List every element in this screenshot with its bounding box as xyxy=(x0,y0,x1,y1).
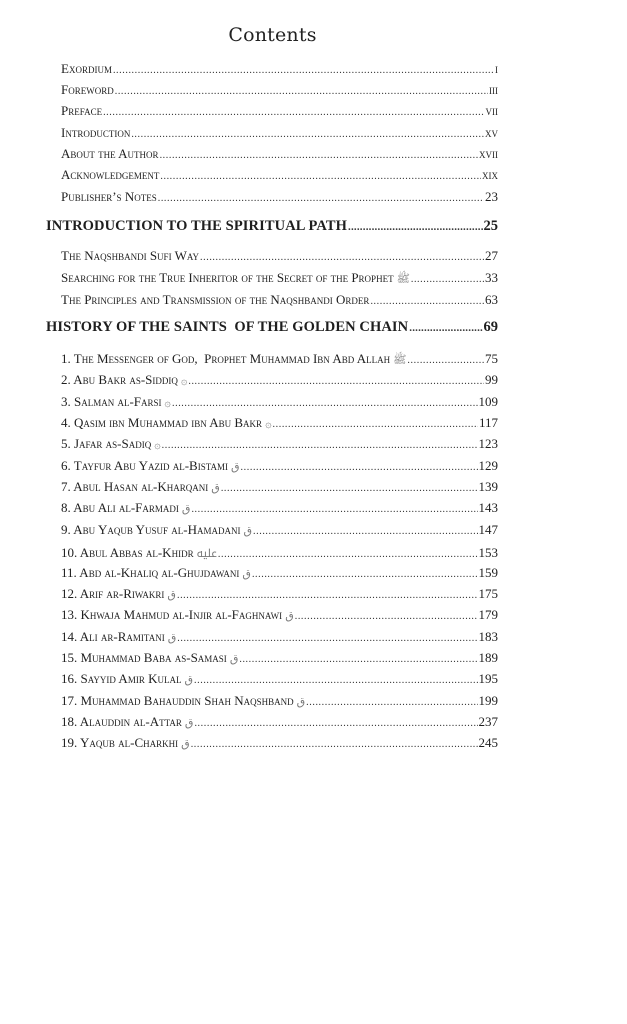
entry-label: 14. Ali ar-Ramitani xyxy=(61,628,165,644)
page-number: 245 xyxy=(478,735,498,751)
dot-leader xyxy=(177,633,477,644)
dot-leader xyxy=(188,376,484,387)
part-heading: INTRODUCTION TO THE SPIRITUAL PATH xyxy=(46,218,347,234)
page-number: i xyxy=(495,61,498,76)
toc-entry-sub[interactable] xyxy=(61,292,498,308)
honorific-icon: ۞ xyxy=(180,374,188,388)
entry-label: 15. Muhammad Baba as-Samasi xyxy=(61,649,227,665)
part-heading: HISTORY OF THE SAINTS OF THE GOLDEN CHAIN xyxy=(46,319,409,335)
toc-entry-foreword[interactable] xyxy=(61,82,498,98)
page-number: 33 xyxy=(485,270,498,285)
dot-leader xyxy=(160,150,478,161)
page-number: 109 xyxy=(478,393,498,409)
entry-label: 4. Qasim ibn Muhammad ibn Abu Bakr xyxy=(61,415,263,431)
entry-label: 5. Jafar as-Sadiq xyxy=(61,436,152,452)
entry-label: About the Author xyxy=(61,146,159,161)
toc-entry-publishers-notes[interactable] xyxy=(61,189,498,205)
page-number: 183 xyxy=(478,628,498,644)
toc-entry-saint[interactable] xyxy=(61,650,498,666)
dot-leader xyxy=(409,322,482,334)
toc-entry-saint[interactable] xyxy=(61,543,498,564)
toc-entry-introduction[interactable] xyxy=(61,125,498,141)
dot-leader xyxy=(239,654,477,665)
page-number: 237 xyxy=(478,713,498,729)
entry-label: 18. Alauddin al-Attar xyxy=(61,713,182,729)
honorific-icon: ق xyxy=(181,737,190,751)
page-number: 23 xyxy=(485,189,498,204)
entry-label: Publisher’s Notes xyxy=(61,189,157,204)
page-number: 25 xyxy=(483,218,498,234)
page-number: iii xyxy=(489,82,498,97)
entry-label: 17. Muhammad Bahauddin Shah Naqshband xyxy=(61,692,294,708)
page-number: 75 xyxy=(485,351,498,366)
honorific-icon: ق xyxy=(296,694,306,708)
dot-leader xyxy=(273,419,478,430)
entry-label: The Naqshbandi Sufi Way xyxy=(61,248,200,263)
dot-leader xyxy=(306,697,477,708)
entry-label: 3. Salman al-Farsi xyxy=(61,393,162,409)
toc-entry-saint[interactable] xyxy=(61,500,498,516)
page-number: 123 xyxy=(478,436,498,452)
page-number: 143 xyxy=(478,500,498,516)
toc-entry-saint[interactable] xyxy=(61,522,498,538)
dot-leader xyxy=(177,590,478,601)
toc-entry-saint[interactable] xyxy=(61,607,498,623)
entry-label: 1. The Messenger of God, Prophet Muhammad Ibn Abd Allah xyxy=(61,351,391,366)
page-number: 117 xyxy=(478,415,498,431)
dot-leader xyxy=(158,193,484,204)
honorific-icon: ق xyxy=(181,502,191,516)
toc-entry-sub[interactable] xyxy=(61,248,498,264)
toc-entry-preface[interactable] xyxy=(61,103,498,119)
page-number: 99 xyxy=(485,372,498,388)
entry-label: 6. Tayfur Abu Yazid al-Bistami xyxy=(61,457,228,473)
dot-leader xyxy=(191,739,478,750)
entry-label: 10. Abul Abbas al-Khidr xyxy=(61,545,194,561)
dot-leader xyxy=(411,274,484,285)
toc-entry-saint[interactable] xyxy=(61,586,498,602)
toc-entry-saint[interactable] xyxy=(61,458,498,474)
entry-label: Acknowledgement xyxy=(61,167,160,182)
dot-leader xyxy=(407,355,484,366)
honorific-icon: ق xyxy=(231,459,240,473)
honorific-icon: ﷺ xyxy=(396,272,410,285)
honorific-icon: ق xyxy=(167,630,177,644)
honorific-icon: ق xyxy=(184,673,194,687)
dot-leader xyxy=(253,526,477,537)
page-number: 27 xyxy=(485,248,498,263)
page-number: 129 xyxy=(478,457,498,473)
honorific-icon: ق xyxy=(167,587,176,601)
dot-leader xyxy=(113,65,494,76)
dot-leader xyxy=(200,252,484,263)
page-number: xix xyxy=(482,167,498,182)
page-number: 179 xyxy=(478,607,498,623)
entry-label: 16. Sayyid Amir Kulal xyxy=(61,671,182,687)
toc-entry-exordium[interactable] xyxy=(61,61,498,77)
toc-entry-acknowledgement[interactable] xyxy=(61,167,498,183)
entry-label: 2. Abu Bakr as-Siddiq xyxy=(61,372,178,388)
entry-label: Preface xyxy=(61,103,103,118)
toc-entry-saint[interactable] xyxy=(61,735,498,751)
toc-entry-saint[interactable] xyxy=(61,565,498,581)
entry-label: 7. Abul Hasan al-Kharqani xyxy=(61,479,209,495)
toc-part-heading-2[interactable] xyxy=(46,319,498,336)
page-number: xv xyxy=(485,125,498,140)
entry-label: Foreword xyxy=(61,82,114,97)
dot-leader xyxy=(348,221,483,233)
honorific-icon: ق xyxy=(211,481,220,495)
dot-leader xyxy=(252,569,478,580)
dot-leader xyxy=(295,611,478,622)
entry-label: Searching for the True Inheritor of the Secret of the Prophet xyxy=(61,270,394,285)
honorific-icon: ق xyxy=(184,715,194,729)
entry-label: Exordium xyxy=(61,61,112,76)
toc-entry-saint[interactable] xyxy=(61,372,498,388)
entry-label: 9. Abu Yaqub Yusuf al-Hamadani xyxy=(61,521,241,537)
dot-leader xyxy=(241,462,478,473)
toc-entry-saint[interactable] xyxy=(61,629,498,645)
toc-entry-saint[interactable] xyxy=(61,479,498,495)
toc-entry-saint[interactable] xyxy=(61,351,498,369)
dot-leader xyxy=(131,129,484,140)
toc-entry-saint[interactable] xyxy=(61,436,498,452)
honorific-icon: ق xyxy=(285,609,294,623)
dot-leader xyxy=(160,171,481,182)
page-number: 69 xyxy=(483,319,498,335)
page-number: 195 xyxy=(478,671,498,687)
honorific-icon: ۞ xyxy=(154,438,161,452)
page-number: 153 xyxy=(478,545,498,561)
entry-label: 12. Arif ar-Riwakri xyxy=(61,585,165,601)
entry-label: The Principles and Transmission of the Naqshbandi Order xyxy=(61,292,370,307)
toc-entry-saint[interactable] xyxy=(61,394,498,410)
entry-label: 11. Abd al-Khaliq al-Ghujdawani xyxy=(61,564,240,580)
dot-leader xyxy=(103,107,484,118)
page-number: 175 xyxy=(478,585,498,601)
dot-leader xyxy=(191,504,477,515)
toc-entry-saint[interactable] xyxy=(61,671,498,687)
honorific-icon: ﷺ xyxy=(393,353,407,366)
page-number: xvii xyxy=(479,146,498,161)
dot-leader xyxy=(370,296,484,307)
page-number: 189 xyxy=(478,649,498,665)
entry-label: 8. Abu Ali al-Farmadi xyxy=(61,500,179,516)
page-number: vii xyxy=(485,103,498,118)
toc-entry-saint[interactable] xyxy=(61,415,498,431)
page-title: Contents xyxy=(228,24,317,46)
page-number: 199 xyxy=(478,692,498,708)
toc-entry-saint[interactable] xyxy=(61,714,498,730)
dot-leader xyxy=(194,718,477,729)
honorific-icon: ﷷ xyxy=(196,547,217,561)
toc-entry-about-the-author[interactable] xyxy=(61,146,498,162)
page-number: 63 xyxy=(485,292,498,307)
honorific-icon: ۞ xyxy=(164,395,171,409)
dot-leader xyxy=(194,675,477,686)
toc-part-heading-1[interactable] xyxy=(46,218,498,235)
dot-leader xyxy=(172,398,478,409)
dot-leader xyxy=(162,440,478,451)
page-number: 147 xyxy=(478,521,498,537)
toc-entry-sub[interactable] xyxy=(61,270,498,288)
dot-leader xyxy=(218,549,478,560)
page-number: 159 xyxy=(478,564,498,580)
honorific-icon: ق xyxy=(229,651,239,665)
page-number: 139 xyxy=(478,479,498,495)
toc-entry-saint[interactable] xyxy=(61,693,498,709)
dot-leader xyxy=(115,86,488,97)
honorific-icon: ۞ xyxy=(265,417,272,431)
entry-label: 19. Yaqub al-Charkhi xyxy=(61,735,179,751)
entry-label: 13. Khwaja Mahmud al-Injir al-Faghnawi xyxy=(61,607,283,623)
honorific-icon: ق xyxy=(243,523,253,537)
honorific-icon: ق xyxy=(242,566,251,580)
entry-label: Introduction xyxy=(61,125,131,140)
dot-leader xyxy=(221,483,478,494)
